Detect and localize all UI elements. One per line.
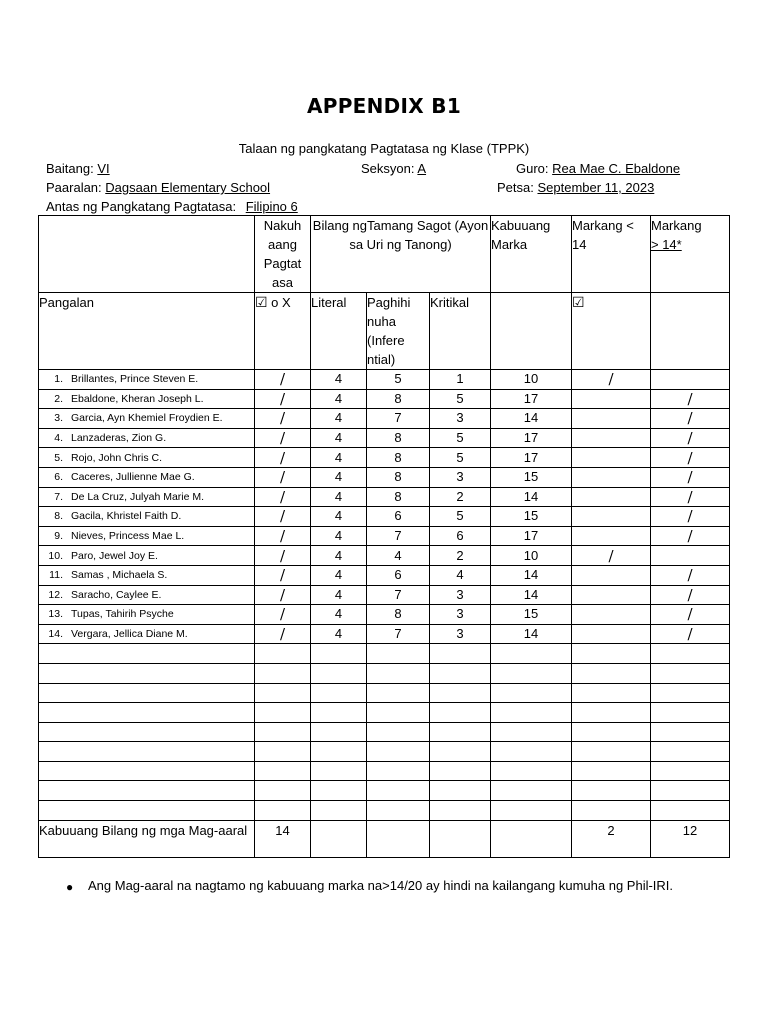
empty-cell	[430, 722, 491, 742]
inferential-cell: 7	[367, 585, 430, 605]
empty-cell	[367, 761, 430, 781]
student-name-cell	[39, 389, 255, 409]
empty-cell	[311, 742, 367, 762]
student-name: Nieves, Princess Mae L.	[71, 530, 185, 543]
above-14-cell: /	[651, 565, 730, 585]
row-number: 5.	[54, 451, 63, 464]
school-field	[46, 180, 270, 195]
student-name: Caceres, Jullienne Mae G.	[71, 471, 195, 484]
total-below-14: 2	[572, 820, 651, 857]
empty-cell	[651, 663, 730, 683]
empty-cell	[367, 644, 430, 664]
empty-cell	[491, 703, 572, 723]
student-name: De La Cruz, Julyah Marie M.	[71, 490, 205, 503]
assessment-table	[38, 215, 730, 858]
form-subtitle: Talaan ng pangkatang Pagtatasa ng Klase (TPPK)	[238, 141, 530, 156]
empty-cell	[491, 761, 572, 781]
empty-row	[39, 703, 730, 723]
header-above-value: > 14*	[651, 237, 682, 252]
empty-cell	[39, 761, 255, 781]
above-14-cell: /	[651, 428, 730, 448]
empty-cell	[367, 683, 430, 703]
took-cell: /	[255, 389, 311, 409]
student-name: Lanzaderas, Zion G.	[71, 432, 167, 445]
header-total-score: Kabuuang Marka	[491, 216, 572, 293]
empty-cell	[651, 742, 730, 762]
literal-cell: 4	[311, 370, 367, 390]
student-name: Gacila, Khristel Faith D.	[71, 510, 182, 523]
empty-cell	[572, 761, 651, 781]
literal-cell: 4	[311, 487, 367, 507]
empty-row	[39, 761, 730, 781]
row-number: 4.	[54, 432, 63, 445]
student-name: Garcia, Ayn Khemiel Froydien E.	[71, 412, 223, 425]
empty-cell	[39, 801, 255, 821]
header-literal: Literal	[311, 293, 367, 370]
took-cell: /	[255, 526, 311, 546]
empty-cell	[430, 781, 491, 801]
grade-field	[46, 161, 110, 176]
empty-cell	[39, 683, 255, 703]
empty-cell	[430, 761, 491, 781]
empty-cell	[572, 703, 651, 723]
school-value: Dagsaan Elementary School	[105, 180, 271, 195]
literal-cell: 4	[311, 507, 367, 527]
took-cell: /	[255, 448, 311, 468]
student-name-cell	[39, 448, 255, 468]
empty-cell	[311, 722, 367, 742]
row-number: 14.	[48, 628, 63, 641]
header-row-sub	[39, 293, 730, 370]
row-number: 11.	[49, 569, 63, 582]
table-row	[39, 428, 730, 448]
critical-cell: 5	[430, 507, 491, 527]
empty-cell	[491, 722, 572, 742]
row-number: 8.	[54, 510, 63, 523]
header-below-14: Markang < 14	[572, 216, 651, 293]
page-title: APPENDIX B1	[306, 94, 462, 118]
inferential-cell: 8	[367, 428, 430, 448]
literal-cell: 4	[311, 428, 367, 448]
empty-row	[39, 644, 730, 664]
section-field	[361, 161, 426, 176]
empty-cell	[39, 781, 255, 801]
empty-cell	[572, 742, 651, 762]
literal-cell: 4	[311, 624, 367, 644]
bullet-icon: ●	[66, 880, 74, 894]
literal-cell: 4	[311, 546, 367, 566]
student-name: Saracho, Caylee E.	[71, 588, 162, 601]
total-above-14: 12	[651, 820, 730, 857]
student-name-cell	[39, 605, 255, 625]
empty-cell	[367, 663, 430, 683]
table-row	[39, 624, 730, 644]
empty-cell	[311, 644, 367, 664]
student-name-cell	[39, 467, 255, 487]
empty-cell	[39, 663, 255, 683]
section-label: Seksyon:	[361, 161, 415, 176]
below-14-cell	[572, 624, 651, 644]
critical-cell: 3	[430, 585, 491, 605]
empty-cell	[430, 742, 491, 762]
below-14-cell	[572, 565, 651, 585]
student-name-cell	[39, 565, 255, 585]
took-cell: /	[255, 409, 311, 429]
empty-row	[39, 683, 730, 703]
above-14-cell: /	[651, 526, 730, 546]
total-cell: 17	[491, 428, 572, 448]
empty-row	[39, 781, 730, 801]
literal-cell: 4	[311, 448, 367, 468]
empty-cell	[491, 663, 572, 683]
empty-row	[39, 742, 730, 762]
table-row	[39, 487, 730, 507]
table-row	[39, 448, 730, 468]
total-cell: 17	[491, 389, 572, 409]
empty-row	[39, 722, 730, 742]
literal-cell: 4	[311, 565, 367, 585]
below-14-cell	[572, 428, 651, 448]
critical-cell: 6	[430, 526, 491, 546]
below-14-cell	[572, 467, 651, 487]
inferential-cell: 8	[367, 487, 430, 507]
header-row-main	[39, 216, 730, 293]
took-cell: /	[255, 624, 311, 644]
header-below-mark	[572, 293, 651, 370]
empty-cell	[367, 722, 430, 742]
total-cell: 17	[491, 448, 572, 468]
header-inferential: Paghihi nuha (Infere ntial)	[367, 293, 430, 370]
header-above-prefix: Markang	[651, 218, 702, 233]
critical-cell: 1	[430, 370, 491, 390]
total-row-label: Kabuuang Bilang ng mga Mag-aaral	[39, 820, 255, 857]
empty-cell	[572, 683, 651, 703]
header-took-mark	[255, 293, 311, 370]
above-14-cell: /	[651, 507, 730, 527]
took-cell: /	[255, 428, 311, 448]
inferential-cell: 8	[367, 467, 430, 487]
level-field	[46, 199, 308, 214]
below-14-cell	[572, 487, 651, 507]
table-row	[39, 370, 730, 390]
total-cell: 14	[491, 565, 572, 585]
section-value: A	[417, 161, 427, 176]
student-name-cell	[39, 409, 255, 429]
took-cell: /	[255, 507, 311, 527]
empty-cell	[572, 663, 651, 683]
empty-row	[39, 801, 730, 821]
header-above-blank	[651, 293, 730, 370]
header-name: Pangalan	[39, 293, 255, 370]
below-14-cell: /	[572, 370, 651, 390]
empty-cell	[430, 703, 491, 723]
row-number: 2.	[54, 392, 63, 405]
inferential-cell: 7	[367, 526, 430, 546]
table-row	[39, 409, 730, 429]
took-cell: /	[255, 585, 311, 605]
total-took: 14	[255, 820, 311, 857]
empty-cell	[367, 742, 430, 762]
empty-cell	[491, 781, 572, 801]
total-cell: 15	[491, 467, 572, 487]
table-row	[39, 389, 730, 409]
empty-cell	[311, 683, 367, 703]
critical-cell: 5	[430, 389, 491, 409]
row-number: 6.	[54, 471, 63, 484]
took-cell: /	[255, 467, 311, 487]
took-cell: /	[255, 605, 311, 625]
header-took-suffix: o X	[267, 295, 291, 310]
header-total-blank	[491, 293, 572, 370]
empty-cell	[491, 801, 572, 821]
row-number: 10.	[48, 549, 63, 562]
empty-cell	[255, 663, 311, 683]
empty-row	[39, 663, 730, 683]
student-name: Tupas, Tahirih Psyche	[71, 608, 174, 621]
header-above-14	[651, 216, 730, 293]
empty-cell	[311, 781, 367, 801]
table-row	[39, 585, 730, 605]
empty-cell	[651, 644, 730, 664]
total-cell: 15	[491, 507, 572, 527]
empty-cell	[367, 781, 430, 801]
empty-cell	[651, 761, 730, 781]
below-14-cell	[572, 526, 651, 546]
row-number: 13.	[48, 608, 63, 621]
student-name: Paro, Jewel Joy E.	[71, 549, 158, 562]
empty-cell	[572, 644, 651, 664]
total-cell: 10	[491, 546, 572, 566]
date-label: Petsa:	[497, 180, 534, 195]
empty-cell	[572, 801, 651, 821]
below-14-cell	[572, 389, 651, 409]
inferential-cell: 7	[367, 409, 430, 429]
total-cell: 17	[491, 526, 572, 546]
level-label: Antas ng Pangkatang Pagtatasa:	[46, 199, 237, 214]
above-14-cell	[651, 546, 730, 566]
critical-cell: 5	[430, 448, 491, 468]
teacher-value: Rea Mae C. Ebaldone	[552, 161, 681, 176]
total-cell: 14	[491, 624, 572, 644]
above-14-cell: /	[651, 467, 730, 487]
school-label: Paaralan:	[46, 180, 102, 195]
table-row	[39, 507, 730, 527]
table-row	[39, 605, 730, 625]
header-took: Nakuh aang Pagtat asa	[255, 216, 311, 293]
checkbox-checked-icon: ☑	[572, 294, 585, 310]
row-number: 12.	[48, 588, 63, 601]
took-cell: /	[255, 487, 311, 507]
total-blank	[367, 820, 430, 857]
empty-cell	[651, 722, 730, 742]
empty-cell	[367, 703, 430, 723]
row-number: 1.	[54, 373, 63, 386]
empty-cell	[491, 742, 572, 762]
student-name-cell	[39, 428, 255, 448]
critical-cell: 3	[430, 605, 491, 625]
empty-cell	[651, 683, 730, 703]
empty-cell	[255, 781, 311, 801]
took-cell: /	[255, 370, 311, 390]
header-critical: Kritikal	[430, 293, 491, 370]
empty-cell	[255, 644, 311, 664]
inferential-cell: 8	[367, 389, 430, 409]
empty-cell	[572, 781, 651, 801]
student-name: Samas , Michaela S.	[71, 569, 168, 582]
empty-cell	[255, 722, 311, 742]
inferential-cell: 6	[367, 565, 430, 585]
empty-cell	[39, 703, 255, 723]
total-blank	[311, 820, 367, 857]
student-name: Ebaldone, Kheran Joseph L.	[71, 392, 204, 405]
inferential-cell: 7	[367, 624, 430, 644]
empty-cell	[255, 703, 311, 723]
total-cell: 14	[491, 487, 572, 507]
below-14-cell: /	[572, 546, 651, 566]
empty-cell	[430, 663, 491, 683]
empty-cell	[39, 722, 255, 742]
literal-cell: 4	[311, 467, 367, 487]
empty-cell	[311, 703, 367, 723]
header-blank	[39, 216, 255, 293]
literal-cell: 4	[311, 605, 367, 625]
empty-cell	[311, 761, 367, 781]
total-blank	[491, 820, 572, 857]
empty-cell	[430, 801, 491, 821]
empty-cell	[255, 801, 311, 821]
table-row	[39, 526, 730, 546]
above-14-cell: /	[651, 409, 730, 429]
below-14-cell	[572, 605, 651, 625]
total-cell: 15	[491, 605, 572, 625]
took-cell: /	[255, 565, 311, 585]
critical-cell: 5	[430, 428, 491, 448]
inferential-cell: 6	[367, 507, 430, 527]
row-number: 7.	[54, 490, 63, 503]
date-field	[497, 180, 654, 195]
empty-cell	[311, 663, 367, 683]
student-name-cell	[39, 546, 255, 566]
table-row	[39, 467, 730, 487]
empty-cell	[39, 742, 255, 762]
empty-cell	[311, 801, 367, 821]
date-value: September 11, 2023	[537, 180, 655, 195]
student-name-cell	[39, 487, 255, 507]
empty-cell	[651, 801, 730, 821]
student-name: Vergara, Jellica Diane M.	[71, 628, 188, 641]
inferential-cell: 8	[367, 448, 430, 468]
empty-cell	[367, 801, 430, 821]
below-14-cell	[572, 507, 651, 527]
inferential-cell: 8	[367, 605, 430, 625]
literal-cell: 4	[311, 409, 367, 429]
student-name-cell	[39, 507, 255, 527]
total-cell: 14	[491, 409, 572, 429]
teacher-label: Guro:	[516, 161, 549, 176]
literal-cell: 4	[311, 389, 367, 409]
inferential-cell: 4	[367, 546, 430, 566]
row-number: 9.	[54, 530, 63, 543]
student-name-cell	[39, 585, 255, 605]
empty-cell	[651, 781, 730, 801]
empty-cell	[255, 761, 311, 781]
above-14-cell: /	[651, 487, 730, 507]
total-cell: 14	[491, 585, 572, 605]
student-name: Rojo, John Chris C.	[71, 451, 163, 464]
total-row	[39, 820, 730, 857]
student-name-cell	[39, 624, 255, 644]
teacher-field	[516, 161, 680, 176]
empty-cell	[430, 683, 491, 703]
empty-cell	[572, 722, 651, 742]
below-14-cell	[572, 585, 651, 605]
inferential-cell: 5	[367, 370, 430, 390]
student-name: Brillantes, Prince Steven E.	[71, 373, 199, 386]
below-14-cell	[572, 448, 651, 468]
critical-cell: 2	[430, 487, 491, 507]
empty-cell	[491, 683, 572, 703]
grade-label: Baitang:	[46, 161, 94, 176]
literal-cell: 4	[311, 585, 367, 605]
above-14-cell: /	[651, 585, 730, 605]
above-14-cell: /	[651, 605, 730, 625]
critical-cell: 3	[430, 467, 491, 487]
row-number: 3.	[54, 412, 63, 425]
footnote: Ang Mag-aaral na nagtamo ng kabuuang marka na>14/20 ay hindi na kailangang kumuha ng Phil-IRI.	[88, 878, 674, 893]
critical-cell: 3	[430, 409, 491, 429]
student-name-cell	[39, 526, 255, 546]
table-row	[39, 546, 730, 566]
header-correct-answers: Bilang ngTamang Sagot (Ayon sa Uri ng Tanong)	[311, 216, 491, 293]
empty-cell	[491, 644, 572, 664]
empty-cell	[651, 703, 730, 723]
total-blank	[430, 820, 491, 857]
took-cell: /	[255, 546, 311, 566]
table-row	[39, 565, 730, 585]
empty-cell	[255, 683, 311, 703]
critical-cell: 2	[430, 546, 491, 566]
student-name-cell	[39, 370, 255, 390]
checkbox-checked-icon: ☑	[255, 294, 268, 310]
above-14-cell: /	[651, 448, 730, 468]
empty-cell	[39, 644, 255, 664]
below-14-cell	[572, 409, 651, 429]
empty-cell	[430, 644, 491, 664]
literal-cell: 4	[311, 526, 367, 546]
critical-cell: 4	[430, 565, 491, 585]
above-14-cell: /	[651, 624, 730, 644]
total-cell: 10	[491, 370, 572, 390]
grade-value: VI	[97, 161, 110, 176]
critical-cell: 3	[430, 624, 491, 644]
empty-cell	[255, 742, 311, 762]
above-14-cell	[651, 370, 730, 390]
level-value: Filipino 6	[245, 199, 298, 214]
above-14-cell: /	[651, 389, 730, 409]
